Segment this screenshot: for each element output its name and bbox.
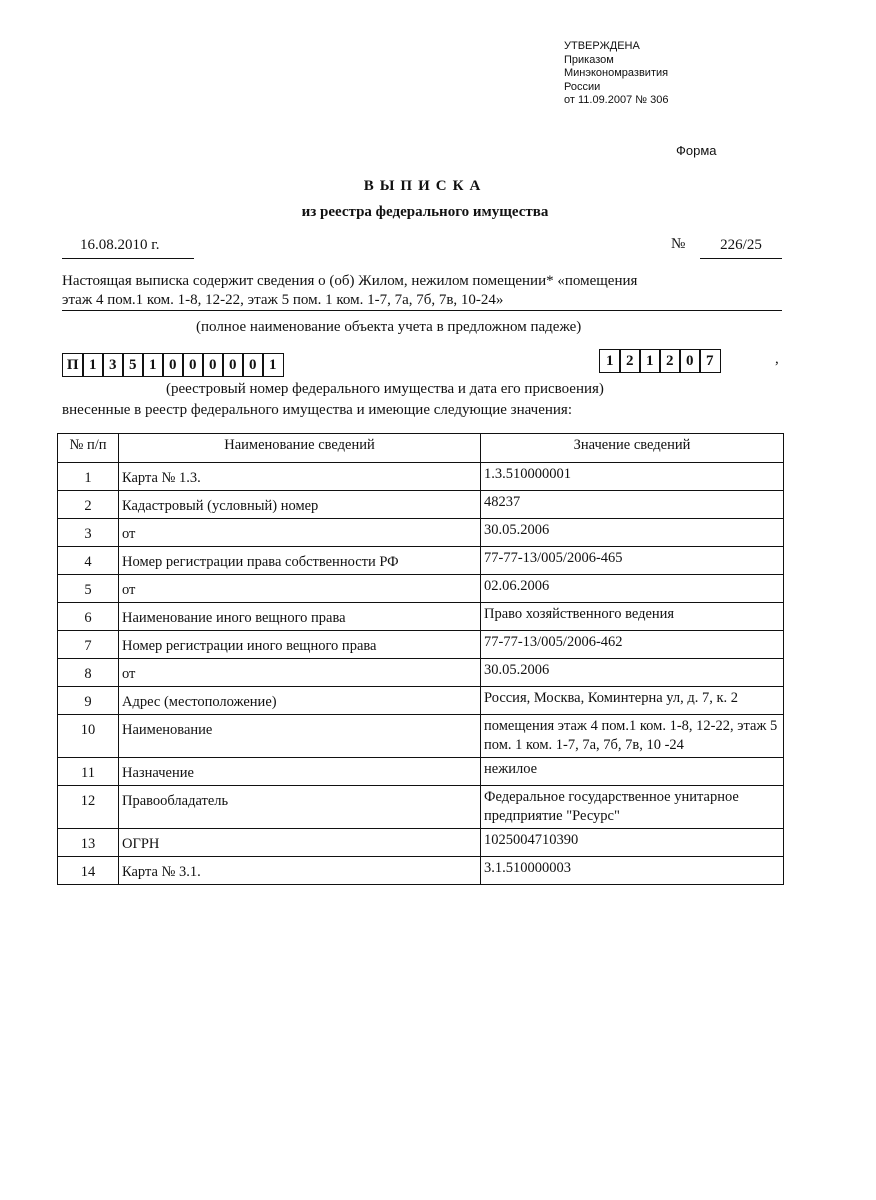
- digit-box: 2: [659, 349, 681, 373]
- digit-box: 3: [102, 353, 124, 377]
- row-name: Наименование: [119, 715, 481, 758]
- row-number: 5: [58, 575, 119, 603]
- table-row: [58, 715, 784, 758]
- object-description: [62, 272, 782, 311]
- table-row: [58, 758, 784, 786]
- approval-line: от 11.09.2007 № 306: [564, 94, 669, 106]
- table-row: [58, 857, 784, 885]
- row-value: 3.1.510000003: [481, 857, 784, 885]
- digit-box: 1: [142, 353, 164, 377]
- document-date: 16.08.2010 г.: [62, 237, 194, 259]
- row-number: 1: [58, 463, 119, 491]
- table-row: [58, 575, 784, 603]
- form-label: Форма: [676, 143, 717, 158]
- digit-box: 1: [82, 353, 104, 377]
- row-number: 10: [58, 715, 119, 758]
- table-row: [58, 659, 784, 687]
- header-value: Значение сведений: [481, 434, 784, 463]
- row-number: 12: [58, 786, 119, 829]
- comma: ,: [775, 351, 779, 367]
- approval-line: Минэкономразвития: [564, 67, 669, 79]
- approval-stamp: [564, 40, 668, 108]
- table-row: [58, 463, 784, 491]
- row-name: Карта № 3.1.: [119, 857, 481, 885]
- table-row: [58, 519, 784, 547]
- digit-box: 0: [182, 353, 204, 377]
- row-value: 30.05.2006: [481, 519, 784, 547]
- row-name: Номер регистрации иного вещного права: [119, 631, 481, 659]
- row-number: 8: [58, 659, 119, 687]
- document-title: ВЫПИСКА: [363, 178, 487, 194]
- info-table: [57, 433, 784, 885]
- description-line: Настоящая выписка содержит сведения о (об) Жилом, нежилом помещении* «помещения: [62, 273, 638, 289]
- row-number: 11: [58, 758, 119, 786]
- registry-hint: (реестровый номер федерального имущества и дата его присвоения): [166, 381, 604, 397]
- row-name: Наименование иного вещного права: [119, 603, 481, 631]
- document-number: 226/25: [700, 237, 782, 259]
- row-number: 6: [58, 603, 119, 631]
- table-header-row: [58, 434, 784, 463]
- digit-box: 0: [242, 353, 264, 377]
- number-sign: №: [671, 236, 686, 252]
- intro-text: внесенные в реестр федерального имущества и имеющие следующие значения:: [62, 402, 572, 418]
- row-number: 3: [58, 519, 119, 547]
- approval-line: Приказом: [564, 53, 614, 66]
- digit-box: 1: [599, 349, 621, 373]
- digit-box: П: [62, 353, 84, 377]
- row-number: 2: [58, 491, 119, 519]
- table-row: [58, 491, 784, 519]
- table-row: [58, 631, 784, 659]
- row-name: Кадастровый (условный) номер: [119, 491, 481, 519]
- row-value: Федеральное государственное унитарное предприятие "Ресурс": [481, 786, 784, 829]
- digit-box: 1: [639, 349, 661, 373]
- row-number: 7: [58, 631, 119, 659]
- header-number: № п/п: [58, 434, 119, 463]
- row-number: 14: [58, 857, 119, 885]
- digit-box: 0: [202, 353, 224, 377]
- table-row: [58, 547, 784, 575]
- row-name: Правообладатель: [119, 786, 481, 829]
- row-number: 13: [58, 829, 119, 857]
- digit-box: 2: [619, 349, 641, 373]
- row-value: 1025004710390: [481, 829, 784, 857]
- header-name: Наименование сведений: [119, 434, 481, 463]
- row-value: Право хозяйственного ведения: [481, 603, 784, 631]
- digit-box: 5: [122, 353, 144, 377]
- table-row: [58, 829, 784, 857]
- row-name: от: [119, 575, 481, 603]
- row-value: помещения этаж 4 пом.1 ком. 1-8, 12-22, этаж 5 пом. 1 ком. 1-7, 7а, 7б, 7в, 10 -24: [481, 715, 784, 758]
- table-row: [58, 603, 784, 631]
- row-number: 9: [58, 687, 119, 715]
- row-number: 4: [58, 547, 119, 575]
- row-name: Назначение: [119, 758, 481, 786]
- digit-box: 7: [699, 349, 721, 373]
- digit-box: 0: [162, 353, 184, 377]
- registry-number-boxes: [62, 353, 284, 377]
- table-row: [58, 687, 784, 715]
- name-hint: (полное наименование объекта учета в предложном падеже): [196, 319, 582, 335]
- row-name: от: [119, 659, 481, 687]
- digit-box: 1: [262, 353, 284, 377]
- row-value: нежилое: [481, 758, 784, 786]
- row-value: 77-77-13/005/2006-465: [481, 547, 784, 575]
- row-name: Адрес (местоположение): [119, 687, 481, 715]
- row-name: Карта № 1.3.: [119, 463, 481, 491]
- row-value: Россия, Москва, Коминтерна ул, д. 7, к. 2: [481, 687, 784, 715]
- digit-box: 0: [222, 353, 244, 377]
- approval-line: России: [564, 80, 601, 93]
- row-value: 48237: [481, 491, 784, 519]
- description-line: этаж 4 пом.1 ком. 1-8, 12-22, этаж 5 пом. 1 ком. 1-7, 7а, 7б, 7в, 10-24»: [62, 291, 782, 311]
- row-value: 1.3.510000001: [481, 463, 784, 491]
- table-row: [58, 786, 784, 829]
- row-name: Номер регистрации права собственности РФ: [119, 547, 481, 575]
- registry-date-boxes: [599, 349, 721, 373]
- digit-box: 0: [679, 349, 701, 373]
- row-value: 30.05.2006: [481, 659, 784, 687]
- row-name: от: [119, 519, 481, 547]
- row-value: 02.06.2006: [481, 575, 784, 603]
- document-subtitle: из реестра федерального имущества: [301, 204, 549, 220]
- row-name: ОГРН: [119, 829, 481, 857]
- row-value: 77-77-13/005/2006-462: [481, 631, 784, 659]
- approval-line: УТВЕРЖДЕНА: [564, 40, 640, 52]
